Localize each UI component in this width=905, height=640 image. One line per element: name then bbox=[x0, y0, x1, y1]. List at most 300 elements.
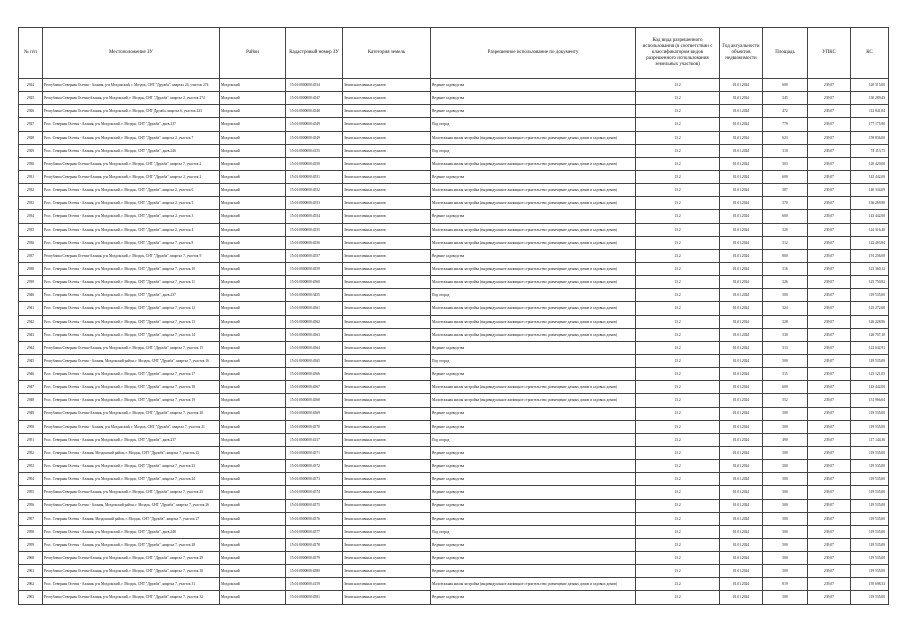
cell-land-category: Земли населенных пунктов bbox=[343, 420, 431, 433]
cell-cadastral-number: 15:01:0000000:4159 bbox=[286, 578, 343, 591]
cell-location: Росс. Северная Осетия - Алания, р-н Моздокский, г. Моздок, СНТ "Дружба", квартал 7, участок 23 bbox=[43, 460, 220, 473]
cell-upks: 239,07 bbox=[808, 144, 851, 157]
cell-ks: 136 269,90 bbox=[851, 197, 889, 210]
cell-use-code: 13.2 bbox=[636, 184, 720, 197]
cell-upks: 239,07 bbox=[808, 407, 851, 420]
cell-upks: 239,07 bbox=[808, 262, 851, 275]
cell-cadastral-number: 15:01:0000000:4575 bbox=[286, 499, 343, 512]
header-year: Год актуальности объектов недвижимости bbox=[720, 28, 763, 79]
cell-location: Росс. Северная Осетия - Алания, р-н Моздокский, г. Моздок, СНТ "Дружба", квартал 7, участок 17 bbox=[43, 368, 220, 381]
cell-use-code: 13.2 bbox=[636, 552, 720, 565]
cell-district: Моздокский bbox=[220, 354, 286, 367]
cell-ks: 119 535,00 bbox=[851, 538, 889, 551]
cell-year: 01.01.2024 bbox=[720, 381, 763, 394]
cell-permitted-use: Ведение садоводства bbox=[431, 512, 636, 525]
cell-ks: 117 144,30 bbox=[851, 433, 889, 446]
cell-cadastral-number: 15:01:0000000:4564 bbox=[286, 341, 343, 354]
cell-use-code: 13.2 bbox=[636, 197, 720, 210]
cell-area: 500 bbox=[763, 552, 808, 565]
cell-permitted-use: Ведение садоводства bbox=[431, 249, 636, 262]
cell-ks: 112 841,04 bbox=[851, 105, 889, 118]
cell-cadastral-number: 15:01:0000000:4549 bbox=[286, 118, 343, 131]
cell-upks: 239,07 bbox=[808, 552, 851, 565]
cell-cadastral-number: 15:01:0000000:4548 bbox=[286, 105, 343, 118]
cell-district: Моздокский bbox=[220, 262, 286, 275]
cell-permitted-use: Ведение садоводства bbox=[431, 499, 636, 512]
cell-number: 2930 bbox=[19, 157, 43, 170]
cell-area: 600 bbox=[763, 170, 808, 183]
cell-ks: 140 334,09 bbox=[851, 184, 889, 197]
cell-area: 552 bbox=[763, 394, 808, 407]
cell-district: Моздокский bbox=[220, 315, 286, 328]
cell-upks: 239,07 bbox=[808, 486, 851, 499]
cell-permitted-use: Ведение садоводства bbox=[431, 170, 636, 183]
cell-area: 500 bbox=[763, 565, 808, 578]
cell-ks: 119 535,00 bbox=[851, 289, 889, 302]
table-row bbox=[19, 420, 889, 433]
cell-cadastral-number: 15:01:0000000:4579 bbox=[286, 552, 343, 565]
cell-year: 01.01.2024 bbox=[720, 79, 763, 92]
cell-use-code: 13.2 bbox=[636, 578, 720, 591]
cell-ks: 120 515,00 bbox=[851, 79, 889, 92]
cell-land-category: Земли населенных пунктов bbox=[343, 144, 431, 157]
cell-area: 515 bbox=[763, 368, 808, 381]
cell-year: 01.01.2024 bbox=[720, 341, 763, 354]
cell-use-code: 13.2 bbox=[636, 236, 720, 249]
cell-location: Республика Северная Осетия-Алания, р-н Моздокский, г. Моздок, СНТ Дружба, квартал 6, участок 223 bbox=[43, 105, 220, 118]
cell-cadastral-number: 15:01:0000000:4553 bbox=[286, 197, 343, 210]
cell-land-category: Земли населенных пунктов bbox=[343, 407, 431, 420]
cell-cadastral-number: 15:01:0000000:4577 bbox=[286, 525, 343, 538]
table-row bbox=[19, 446, 889, 459]
cell-ks: 130 289,43 bbox=[851, 92, 889, 105]
cell-use-code: 13.2 bbox=[636, 249, 720, 262]
cell-area: 779 bbox=[763, 118, 808, 131]
cell-cadastral-number: 15:01:0000000:3455 bbox=[286, 289, 343, 302]
cell-number: 2937 bbox=[19, 249, 43, 262]
cell-cadastral-number: 15:01:0000000:4554 bbox=[286, 210, 343, 223]
cell-district: Моздокский bbox=[220, 302, 286, 315]
cell-land-category: Земли населенных пунктов bbox=[343, 394, 431, 407]
table-row bbox=[19, 79, 889, 92]
cell-number: 2946 bbox=[19, 368, 43, 381]
cell-ks: 119 535,00 bbox=[851, 420, 889, 433]
table-row bbox=[19, 249, 889, 262]
cell-ks: 159 836,00 bbox=[851, 131, 889, 144]
cell-cadastral-number: 15:01:0000000:4557 bbox=[286, 249, 343, 262]
cell-location: Росс. Северная Осетия - Алания, р-н Моздокский, г. Моздок, СНТ "Дружба", днев.237 bbox=[43, 433, 220, 446]
cell-number: 2924 bbox=[19, 79, 43, 92]
cell-permitted-use: Ведение садоводства bbox=[431, 368, 636, 381]
cell-use-code: 13.2 bbox=[636, 538, 720, 551]
table-row bbox=[19, 381, 889, 394]
cell-permitted-use: Малоэтажная жилая застройка (индивидуальное жилищное строительство; размещение дачных домов и садовых домов) bbox=[431, 315, 636, 328]
cell-area: 526 bbox=[763, 276, 808, 289]
cell-district: Моздокский bbox=[220, 197, 286, 210]
cell-use-code: 13.2 bbox=[636, 262, 720, 275]
table-row bbox=[19, 92, 889, 105]
cell-ks: 119 535,00 bbox=[851, 591, 889, 604]
cell-area: 570 bbox=[763, 197, 808, 210]
table-row bbox=[19, 538, 889, 551]
cell-location: Республика Северная Осетия-Алания, р-н Моздокский, г. Моздок, СНТ "Дружба", квартал 7, участок 29 bbox=[43, 552, 220, 565]
cell-upks: 239,07 bbox=[808, 184, 851, 197]
cell-cadastral-number: 15:01:0000000:4556 bbox=[286, 236, 343, 249]
cell-ks: 143 442,00 bbox=[851, 170, 889, 183]
cell-cadastral-number: 15:01:0000000:4559 bbox=[286, 262, 343, 275]
cell-permitted-use: Малоэтажная жилая застройка (индивидуальное жилищное строительство; размещение дачных домов и садовых домов) bbox=[431, 157, 636, 170]
table-row bbox=[19, 525, 889, 538]
cell-ks: 131 966,64 bbox=[851, 394, 889, 407]
cell-number: 2941 bbox=[19, 302, 43, 315]
cell-number: 2955 bbox=[19, 486, 43, 499]
cell-permitted-use: Ведение садоводства bbox=[431, 79, 636, 92]
cell-area: 516 bbox=[763, 262, 808, 275]
cell-year: 01.01.2024 bbox=[720, 170, 763, 183]
cell-ks: 120 420,00 bbox=[851, 157, 889, 170]
cell-permitted-use: Ведение садоводства bbox=[431, 446, 636, 459]
cell-district: Моздокский bbox=[220, 486, 286, 499]
cell-cadastral-number: 15:01:0000000:4561 bbox=[286, 302, 343, 315]
cell-land-category: Земли населенных пунктов bbox=[343, 473, 431, 486]
cell-number: 2940 bbox=[19, 289, 43, 302]
cell-permitted-use: Ведение садоводства bbox=[431, 92, 636, 105]
cell-cadastral-number: 15:01:0000000:4567 bbox=[286, 381, 343, 394]
cell-year: 01.01.2024 bbox=[720, 105, 763, 118]
cell-use-code: 13.2 bbox=[636, 512, 720, 525]
cell-cadastral-number: 15:01:0000000:4560 bbox=[286, 276, 343, 289]
cell-ks: 119 535,00 bbox=[851, 407, 889, 420]
cell-year: 01.01.2024 bbox=[720, 302, 763, 315]
cell-upks: 239,07 bbox=[808, 157, 851, 170]
cell-land-category: Земли населенных пунктов bbox=[343, 460, 431, 473]
cell-upks: 239,07 bbox=[808, 118, 851, 131]
cell-use-code: 13.2 bbox=[636, 328, 720, 341]
cell-cadastral-number: 15:01:0000000:4547 bbox=[286, 92, 343, 105]
cell-location: Росс. Северная Осетия - Алания, р-н Моздокский, г. Моздок, СНТ "Дружба", квартал 7, участок 8 bbox=[43, 236, 220, 249]
cell-use-code: 13.2 bbox=[636, 473, 720, 486]
cell-permitted-use: Ведение садоводства bbox=[431, 486, 636, 499]
cell-location: Росс. Северная Осетия - Алания, р-н Моздокский, г. Моздок, СНТ "Дружба", днев.237 bbox=[43, 289, 220, 302]
cell-area: 503 bbox=[763, 157, 808, 170]
cell-land-category: Земли населенных пунктов bbox=[343, 210, 431, 223]
table-header bbox=[19, 28, 889, 79]
cell-number: 2956 bbox=[19, 499, 43, 512]
cell-upks: 239,07 bbox=[808, 473, 851, 486]
cell-upks: 239,07 bbox=[808, 328, 851, 341]
cell-area: 512 bbox=[763, 236, 808, 249]
cell-upks: 239,07 bbox=[808, 354, 851, 367]
cell-number: 2953 bbox=[19, 460, 43, 473]
table-row bbox=[19, 354, 889, 367]
cell-upks: 239,07 bbox=[808, 315, 851, 328]
cell-permitted-use: Малоэтажная жилая застройка (индивидуальное жилищное строительство; размещение дачных домов и садовых домов) bbox=[431, 394, 636, 407]
cell-permitted-use: Под огород bbox=[431, 289, 636, 302]
cell-location: Росс. Северная Осетия - Алания, р-н Моздокский, г. Моздок, СНТ "Дружба", квартал 2, участок 3 bbox=[43, 210, 220, 223]
cell-area: 524 bbox=[763, 302, 808, 315]
cell-use-code: 13.2 bbox=[636, 368, 720, 381]
cell-upks: 239,07 bbox=[808, 105, 851, 118]
cell-area: 472 bbox=[763, 105, 808, 118]
cell-district: Моздокский bbox=[220, 79, 286, 92]
cell-area: 500 bbox=[763, 591, 808, 604]
cell-year: 01.01.2024 bbox=[720, 249, 763, 262]
cell-use-code: 13.2 bbox=[636, 433, 720, 446]
cell-land-category: Земли населенных пунктов bbox=[343, 552, 431, 565]
cell-district: Моздокский bbox=[220, 578, 286, 591]
cell-land-category: Земли населенных пунктов bbox=[343, 525, 431, 538]
cell-year: 01.01.2024 bbox=[720, 420, 763, 433]
cell-permitted-use: Ведение садоводства bbox=[431, 420, 636, 433]
cell-district: Моздокский bbox=[220, 223, 286, 236]
cell-permitted-use: Ведение садоводства bbox=[431, 105, 636, 118]
cell-cadastral-number: 15:01:0000000:4563 bbox=[286, 328, 343, 341]
cell-ks: 119 535,00 bbox=[851, 460, 889, 473]
table-row bbox=[19, 368, 889, 381]
cell-permitted-use: Под огород bbox=[431, 433, 636, 446]
cell-use-code: 13.2 bbox=[636, 210, 720, 223]
cell-district: Моздокский bbox=[220, 591, 286, 604]
cell-district: Моздокский bbox=[220, 92, 286, 105]
cell-year: 01.01.2024 bbox=[720, 591, 763, 604]
cell-district: Моздокский bbox=[220, 512, 286, 525]
cell-area: 490 bbox=[763, 433, 808, 446]
table-row bbox=[19, 512, 889, 525]
cell-area: 310 bbox=[763, 144, 808, 157]
cell-area: 528 bbox=[763, 315, 808, 328]
cell-ks: 124 316,40 bbox=[851, 223, 889, 236]
cell-land-category: Земли населенных пунктов bbox=[343, 315, 431, 328]
cell-use-code: 13.2 bbox=[636, 446, 720, 459]
cell-upks: 239,07 bbox=[808, 368, 851, 381]
cell-permitted-use: Малоэтажная жилая застройка (индивидуальное жилищное строительство; размещение дачных домов и садовых домов) bbox=[431, 236, 636, 249]
cell-area: 800 bbox=[763, 249, 808, 262]
cell-number: 2943 bbox=[19, 328, 43, 341]
cell-land-category: Земли населенных пунктов bbox=[343, 170, 431, 183]
cell-location: Росс. Северная Осетия - Алания, р-н Моздокский, г. Моздок, СНТ "Дружба", днев.248 bbox=[43, 525, 220, 538]
table-row bbox=[19, 184, 889, 197]
cell-ks: 191 256,00 bbox=[851, 249, 889, 262]
cell-year: 01.01.2024 bbox=[720, 499, 763, 512]
cell-land-category: Земли населенных пунктов bbox=[343, 446, 431, 459]
table-row bbox=[19, 276, 889, 289]
cell-area: 600 bbox=[763, 381, 808, 394]
table-body bbox=[19, 79, 889, 605]
cell-number: 2938 bbox=[19, 262, 43, 275]
cell-upks: 239,07 bbox=[808, 512, 851, 525]
cell-district: Моздокский bbox=[220, 368, 286, 381]
cell-upks: 239,07 bbox=[808, 131, 851, 144]
cell-ks: 119 535,00 bbox=[851, 552, 889, 565]
cell-year: 01.01.2024 bbox=[720, 354, 763, 367]
table-row bbox=[19, 315, 889, 328]
cell-number: 2926 bbox=[19, 105, 43, 118]
cell-upks: 239,07 bbox=[808, 341, 851, 354]
cell-upks: 239,07 bbox=[808, 538, 851, 551]
cell-year: 01.01.2024 bbox=[720, 552, 763, 565]
cell-district: Моздокский bbox=[220, 473, 286, 486]
cell-location: Росс. Северная Осетия - Алания, р-н Моздокский, г. Моздок, СНТ "Дружба", квартал 2, участок 4 bbox=[43, 223, 220, 236]
cell-district: Моздокский bbox=[220, 525, 286, 538]
cell-land-category: Земли населенных пунктов bbox=[343, 368, 431, 381]
cell-cadastral-number: 15:01:0000000:4552 bbox=[286, 184, 343, 197]
cell-use-code: 13.2 bbox=[636, 79, 720, 92]
cell-location: Республика Северная Осетия - Алания, р-н Моздокский, г. Моздок, СНТ "Дружба", квартал 7, участок 21 bbox=[43, 420, 220, 433]
cell-use-code: 13.2 bbox=[636, 565, 720, 578]
cell-use-code: 13.2 bbox=[636, 105, 720, 118]
table-row bbox=[19, 131, 889, 144]
cell-location: Росс. Северная Осетия - Алания, р-н Моздокский, г. Моздок, СНТ "Дружба", квартал 7, участок 11 bbox=[43, 276, 220, 289]
cell-number: 2929 bbox=[19, 144, 43, 157]
table-row bbox=[19, 328, 889, 341]
cell-district: Моздокский bbox=[220, 249, 286, 262]
cell-year: 01.01.2024 bbox=[720, 184, 763, 197]
cell-ks: 143 442,00 bbox=[851, 210, 889, 223]
cell-cadastral-number: 15:01:0000000:4580 bbox=[286, 565, 343, 578]
cell-ks: 195 698,33 bbox=[851, 578, 889, 591]
cell-land-category: Земли населенных пунктов bbox=[343, 197, 431, 210]
cell-land-category: Земли населенных пунктов bbox=[343, 486, 431, 499]
cell-land-category: Земли населенных пунктов bbox=[343, 289, 431, 302]
cell-permitted-use: Ведение садоводства bbox=[431, 552, 636, 565]
cell-location: Республика Северная Осетия - Алания, р-н Моздокский, г. Моздок, СНТ "Дружба", квартал 24, участок 274 bbox=[43, 79, 220, 92]
cell-land-category: Земли населенных пунктов bbox=[343, 341, 431, 354]
cell-upks: 239,07 bbox=[808, 223, 851, 236]
cell-ks: 122 403,84 bbox=[851, 236, 889, 249]
cell-cadastral-number: 15:01:0000000:4565 bbox=[286, 354, 343, 367]
cell-number: 2944 bbox=[19, 341, 43, 354]
cell-number: 2942 bbox=[19, 315, 43, 328]
cell-area: 500 bbox=[763, 460, 808, 473]
cell-number: 2960 bbox=[19, 552, 43, 565]
cell-location: Росс. Северная Осетия - Алания, р-н Моздокский, г. Моздок, СНТ "Дружба", квартал 2, участок 5 bbox=[43, 197, 220, 210]
cell-permitted-use: Под огород bbox=[431, 525, 636, 538]
header-area: Площадь bbox=[763, 28, 808, 79]
cell-area: 545 bbox=[763, 92, 808, 105]
cell-upks: 239,07 bbox=[808, 170, 851, 183]
cell-location: Росс. Северная Осетия - Алания, р-н Моздокский, г. Моздок, СНТ "Дружба", квартал 7, участок 28 bbox=[43, 538, 220, 551]
cell-cadastral-number: 15:01:0000000:4578 bbox=[286, 538, 343, 551]
cell-year: 01.01.2024 bbox=[720, 512, 763, 525]
cell-upks: 239,07 bbox=[808, 525, 851, 538]
cell-permitted-use: Малоэтажная жилая застройка (индивидуальное жилищное строительство; размещение дачных домов и садовых домов) bbox=[431, 223, 636, 236]
cell-district: Моздокский bbox=[220, 552, 286, 565]
table-row bbox=[19, 341, 889, 354]
cell-cadastral-number: 15:01:0000000:4574 bbox=[286, 486, 343, 499]
cell-use-code: 13.2 bbox=[636, 223, 720, 236]
cell-land-category: Земли населенных пунктов bbox=[343, 131, 431, 144]
cell-location: Росс. Северная Осетия - Алания, Моздокский район, г. Моздок, СНТ "Дружба", квартал 7, участок 22 bbox=[43, 446, 220, 459]
cell-permitted-use: Под огород bbox=[431, 354, 636, 367]
cell-upks: 239,07 bbox=[808, 197, 851, 210]
cell-year: 01.01.2024 bbox=[720, 223, 763, 236]
cell-cadastral-number: 15:01:0000000:4570 bbox=[286, 420, 343, 433]
cell-permitted-use: Малоэтажная жилая застройка (индивидуальное жилищное строительство; размещение дачных домов и садовых домов) bbox=[431, 381, 636, 394]
cell-area: 500 bbox=[763, 420, 808, 433]
cell-use-code: 13.2 bbox=[636, 591, 720, 604]
cell-number: 2931 bbox=[19, 170, 43, 183]
cell-land-category: Земли населенных пунктов bbox=[343, 236, 431, 249]
cell-number: 2932 bbox=[19, 184, 43, 197]
cell-permitted-use: Малоэтажная жилая застройка (индивидуальное жилищное строительство; размещение дачных домов и садовых домов) bbox=[431, 262, 636, 275]
cell-land-category: Земли населенных пунктов bbox=[343, 79, 431, 92]
cell-district: Моздокский bbox=[220, 538, 286, 551]
cell-district: Моздокский bbox=[220, 407, 286, 420]
cell-district: Моздокский bbox=[220, 131, 286, 144]
cell-location: Республика Северная Осетия-Алания, р-н Моздокский, г. Моздок, СНТ "Дружба", квартал 7, участок 30 bbox=[43, 565, 220, 578]
cell-land-category: Земли населенных пунктов bbox=[343, 433, 431, 446]
cell-cadastral-number: 15:01:0000000:4157 bbox=[286, 433, 343, 446]
cell-land-category: Земли населенных пунктов bbox=[343, 223, 431, 236]
cell-number: 2936 bbox=[19, 236, 43, 249]
cell-district: Моздокский bbox=[220, 210, 286, 223]
cell-district: Моздокский bbox=[220, 499, 286, 512]
table-row bbox=[19, 486, 889, 499]
cell-district: Моздокский bbox=[220, 381, 286, 394]
cell-cadastral-number: 15:01:0000000:4534 bbox=[286, 79, 343, 92]
cell-district: Моздокский bbox=[220, 433, 286, 446]
table-row bbox=[19, 473, 889, 486]
cell-land-category: Земли населенных пунктов bbox=[343, 92, 431, 105]
cell-upks: 239,07 bbox=[808, 420, 851, 433]
land-plots-table bbox=[18, 27, 889, 605]
cell-land-category: Земли населенных пунктов bbox=[343, 118, 431, 131]
cell-cadastral-number: 15:01:0000000:4562 bbox=[286, 315, 343, 328]
cell-use-code: 13.2 bbox=[636, 460, 720, 473]
table-row bbox=[19, 460, 889, 473]
cell-use-code: 13.2 bbox=[636, 486, 720, 499]
cell-cadastral-number: 15:01:0000000:4566 bbox=[286, 368, 343, 381]
cell-district: Моздокский bbox=[220, 460, 286, 473]
header-category: Категория земель bbox=[343, 28, 431, 79]
cell-location: Росс. Северная Осетия - Алания, р-н Моздокский, г. Моздок, СНТ "Дружба", квартал 2, участок 7 bbox=[43, 131, 220, 144]
cell-area: 513 bbox=[763, 341, 808, 354]
cell-location: Республика Северная Осетия-Алания, р-н Моздокский, г. Моздок, СНТ "Дружба", квартал 2, участок 2 bbox=[43, 170, 220, 183]
cell-year: 01.01.2024 bbox=[720, 368, 763, 381]
cell-upks: 239,07 bbox=[808, 79, 851, 92]
cell-number: 2962 bbox=[19, 578, 43, 591]
cell-year: 01.01.2024 bbox=[720, 315, 763, 328]
cell-upks: 239,07 bbox=[808, 302, 851, 315]
cell-year: 01.01.2024 bbox=[720, 92, 763, 105]
cell-upks: 239,07 bbox=[808, 236, 851, 249]
cell-area: 530 bbox=[763, 328, 808, 341]
cell-year: 01.01.2024 bbox=[720, 262, 763, 275]
cell-permitted-use: Малоэтажная жилая застройка (индивидуальное жилищное строительство; размещение дачных домов и садовых домов) bbox=[431, 328, 636, 341]
cell-use-code: 13.2 bbox=[636, 157, 720, 170]
cell-ks: 119 535,00 bbox=[851, 525, 889, 538]
cell-upks: 239,07 bbox=[808, 289, 851, 302]
cell-ks: 122 642,91 bbox=[851, 341, 889, 354]
cell-use-code: 13.2 bbox=[636, 420, 720, 433]
cell-ks: 125 750,82 bbox=[851, 276, 889, 289]
header-land-use-code: Код вида разрешенного использования (в соответствии с классификатором видов разрешенного использования земельных участков) bbox=[636, 28, 720, 79]
cell-number: 2954 bbox=[19, 473, 43, 486]
cell-district: Моздокский bbox=[220, 328, 286, 341]
cell-location: Республика Северная Осетия-Алания, р-н Моздокский, г. Моздок, СНТ "Дружба", квартал 7, участок 9 bbox=[43, 249, 220, 262]
cell-year: 01.01.2024 bbox=[720, 538, 763, 551]
cell-year: 01.01.2024 bbox=[720, 289, 763, 302]
cell-upks: 239,07 bbox=[808, 460, 851, 473]
cell-land-category: Земли населенных пунктов bbox=[343, 262, 431, 275]
table-row bbox=[19, 591, 889, 604]
header-cadastral: Кадастровый номер ЗУ bbox=[286, 28, 343, 79]
cell-number: 2927 bbox=[19, 118, 43, 131]
cell-number: 2957 bbox=[19, 512, 43, 525]
cell-land-category: Земли населенных пунктов bbox=[343, 381, 431, 394]
cell-use-code: 13.2 bbox=[636, 499, 720, 512]
cell-cadastral-number: 15:01:0000000:4550 bbox=[286, 157, 343, 170]
